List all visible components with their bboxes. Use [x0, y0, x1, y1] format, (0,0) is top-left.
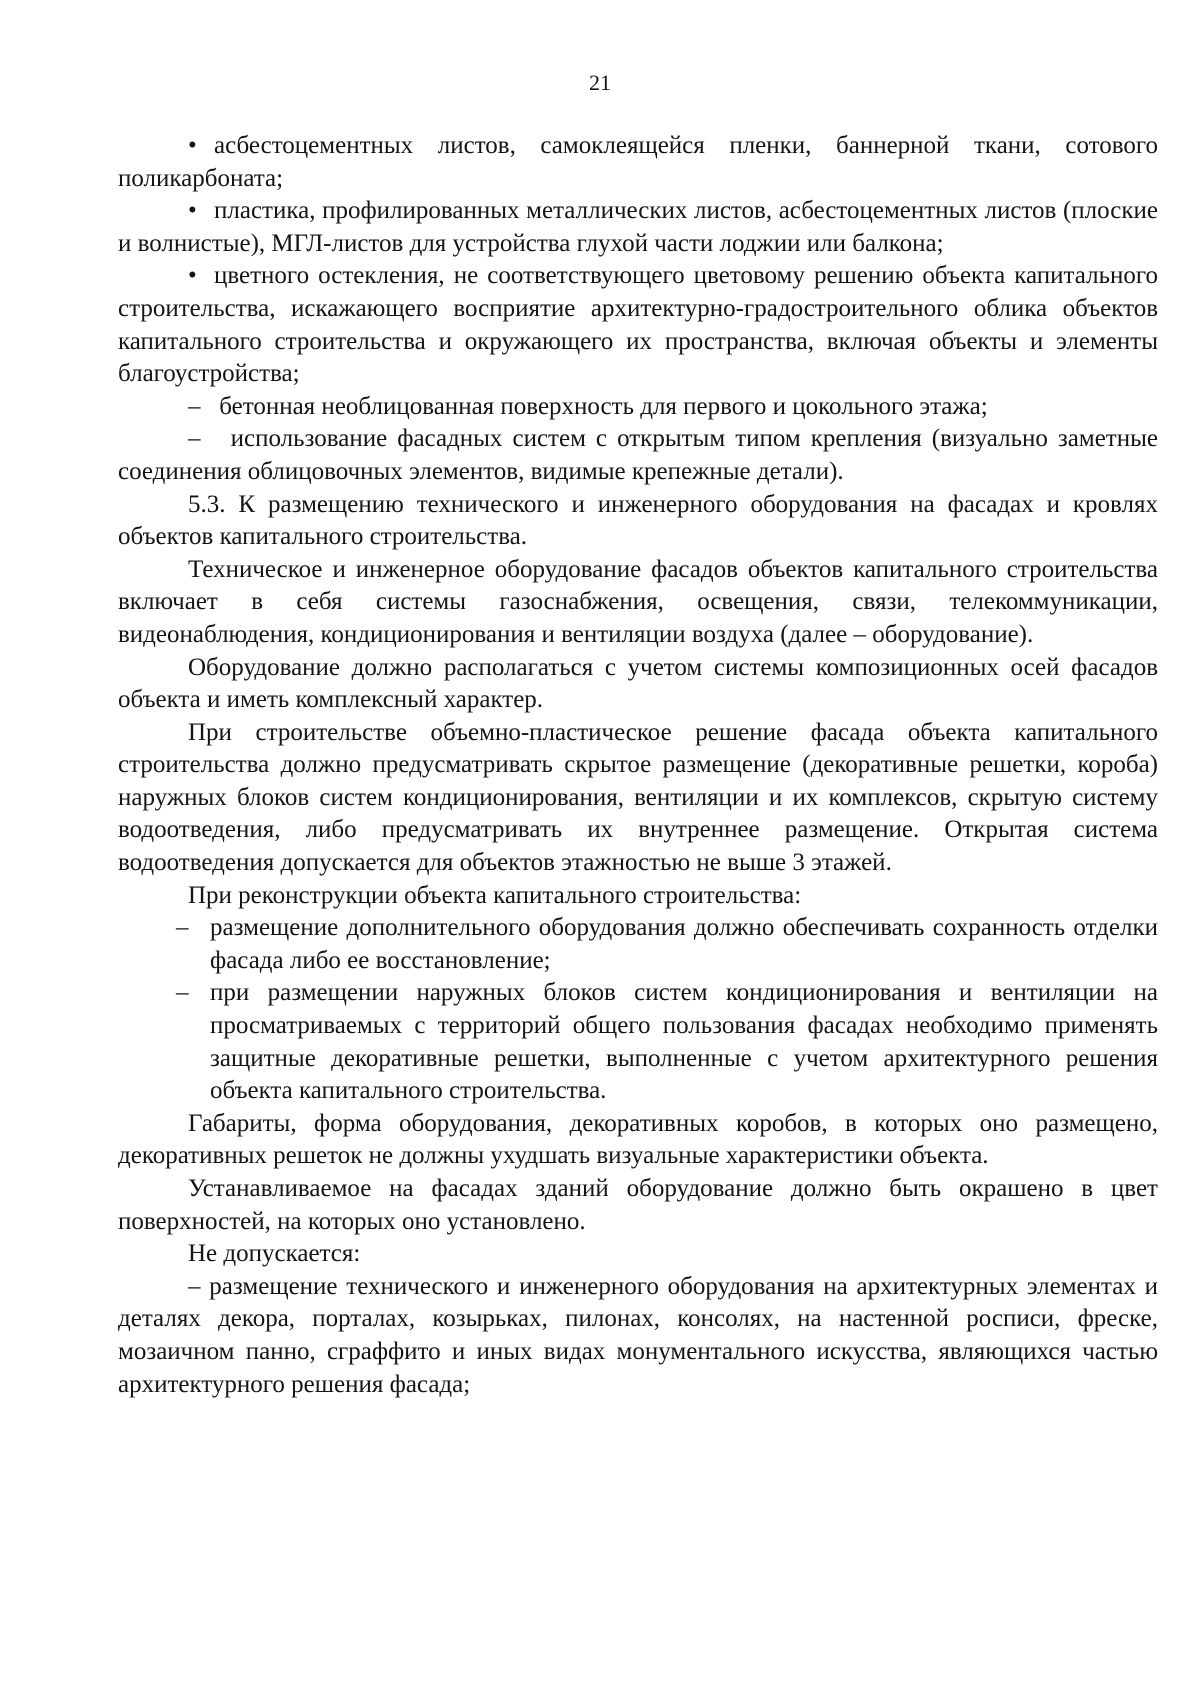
- list-item-text: размещение дополнительного оборудования должно обеспечивать сохранность отделки фасада либо ее восстановление;: [210, 914, 1158, 974]
- not-allowed-item-1: [118, 1271, 1158, 1401]
- dash-item-text: бетонная необлицованная поверхность для первого и цокольного этажа;: [219, 392, 988, 420]
- list-item-text: при размещении наружных блоков систем кондиционирования и вентиляции на просматриваемых с территорий общего пользования фасадах необходимо применять защитные декоративные решетки, выполненные с учетом архитектурного решения объекта капитального строительства.: [210, 979, 1158, 1105]
- bullet-icon: •: [188, 132, 197, 159]
- paragraph-dimensions: Габариты, форма оборудования, декоративных коробов, в которых оно размещено, декоративных решеток не должны ухудшать визуальные характеристики объекта.: [118, 1109, 1158, 1170]
- paragraph-color: Устанавливаемое на фасадах зданий оборудование должно быть окрашено в цвет поверхностей, на которых оно установлено.: [118, 1175, 1158, 1235]
- bullet-item-text: пластика, профилированных металлических листов, асбестоцементных листов (плоские и волнистые), МГЛ-листов для устройства глухой части лоджии или балкона;: [118, 197, 1158, 257]
- dash-item-2: [118, 423, 1158, 488]
- reconstruction-item-2: [118, 977, 1158, 1107]
- dash-icon: –: [188, 425, 201, 453]
- bullet-item-text: асбестоцементных листов, самоклеящейся пленки, баннерной ткани, сотового поликарбоната;: [118, 132, 1158, 192]
- paragraph-not-allowed: Не допускается:: [188, 1240, 361, 1268]
- dash-icon: –: [176, 914, 189, 942]
- reconstruction-item-1: [118, 912, 1158, 977]
- section-5-3: 5.3. К размещению технического и инженерного оборудования на фасадах и кровлях объектов капитального строительства.: [118, 490, 1158, 551]
- bullet-item-text: цветного остекления, не соответствующего цветовому решению объекта капитального строительства, искажающего восприятие архитектурно-градостроительного облика объектов капитального строительства и окружающего их пространства, включая объекты и элементы благоустройства;: [118, 262, 1158, 388]
- dash-icon: –: [188, 1272, 201, 1300]
- bullet-item-1: [118, 130, 1158, 195]
- dash-icon: –: [176, 979, 189, 1007]
- page-number: 21: [589, 70, 611, 95]
- paragraph-equipment-placement: Оборудование должно располагаться с учетом системы композиционных осей фасадов объекта и иметь комплексный характер.: [118, 653, 1158, 714]
- bullet-icon: •: [188, 262, 197, 290]
- paragraph-construction: При строительстве объемно-пластическое решение фасада объекта капитального строительства должно предусматривать скрытое размещение (декоративные решетки, короба) наружных блоков систем кондиционирования, вентиляции и их комплексов, скрытую систему водоотведения, либо предусматривать их внутреннее размещение. Открытая система водоотведения допускается для объектов этажностью не выше 3 этажей.: [118, 718, 1158, 877]
- dash-item-text: использование фасадных систем с открытым типом крепления (визуально заметные соединения облицовочных элементов, видимые крепежные детали).: [118, 425, 1159, 485]
- bullet-icon: •: [188, 197, 197, 225]
- bullet-item-2: [118, 195, 1158, 260]
- dash-item-1: [118, 391, 1158, 424]
- paragraph-equipment-definition: Техническое и инженерное оборудование фасадов объектов капитального строительства включает в себя системы газоснабжения, освещения, связи, телекоммуникации, видеонаблюдения, кондиционирования и вентиляции воздуха (далее – оборудование).: [118, 555, 1158, 648]
- dash-icon: –: [188, 392, 201, 420]
- dash-item-text: размещение технического и инженерного оборудования на архитектурных элементах и деталях декора, порталах, козырьках, пилонах, консолях, на настенной росписи, фреске, мозаичном панно, сграффито и иных видах монументального искусства, являющихся частью архитектурного решения фасада;: [118, 1272, 1159, 1398]
- bullet-item-3: [118, 260, 1158, 390]
- paragraph-reconstruction: При реконструкции объекта капитального строительства:: [188, 881, 802, 909]
- document-body: [118, 130, 1158, 1401]
